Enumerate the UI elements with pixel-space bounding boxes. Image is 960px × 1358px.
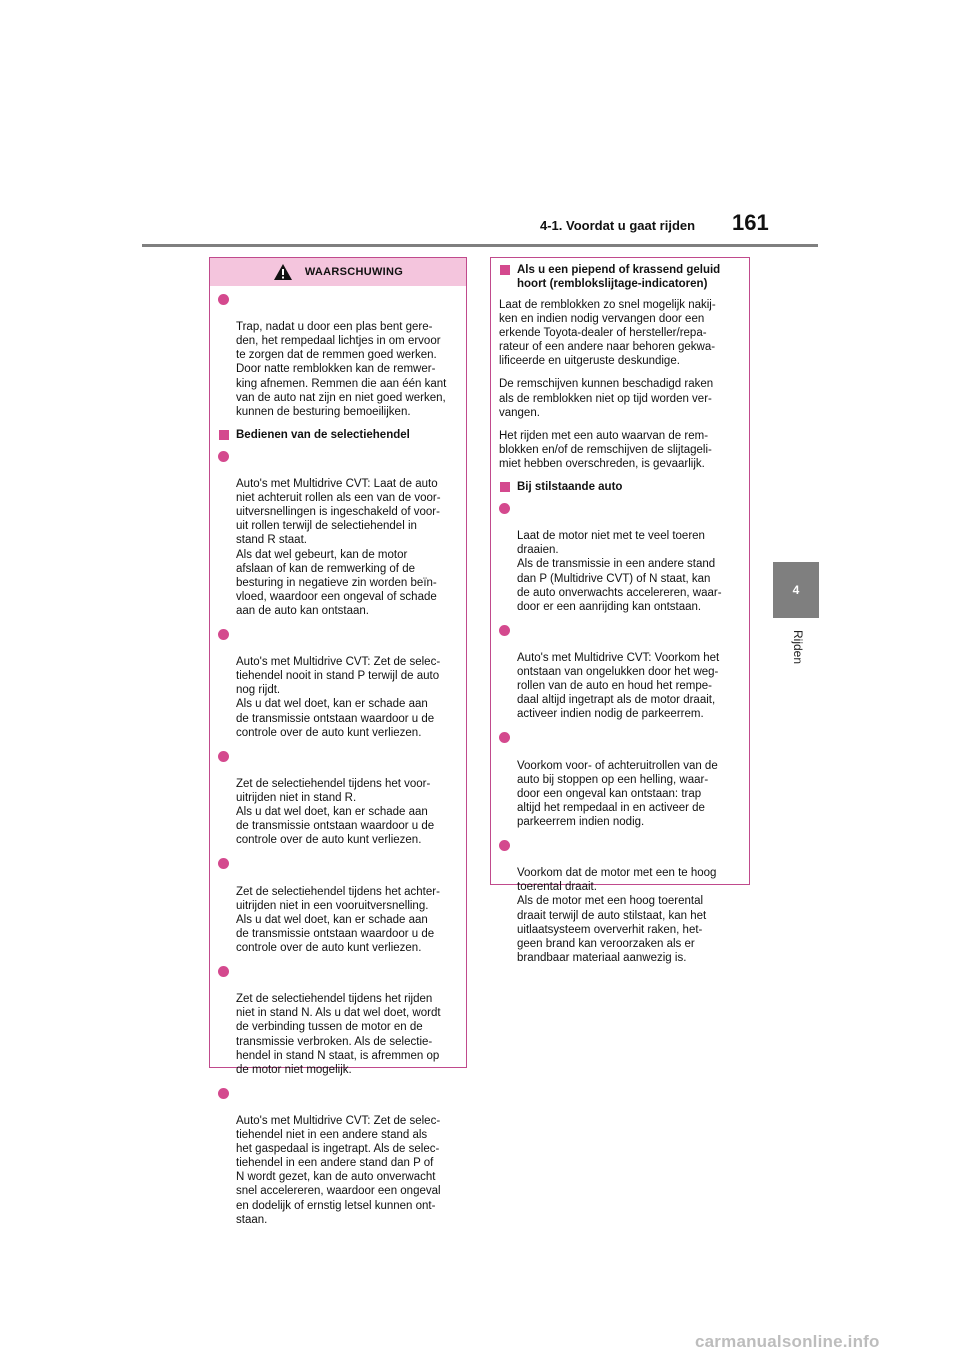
list-item — [218, 856, 458, 955]
list-item — [499, 623, 741, 722]
list-item — [218, 449, 458, 618]
square-bullet-icon — [219, 430, 229, 440]
list-item — [218, 292, 458, 419]
list-item-text: Auto's met Multidrive CVT: Voorkom het ontstaan van ongelukken door het weg- rollen van de auto en houd het rempe- daal altijd ingetrapt als de motor draait, activeer indien nodig de parkeerrem. — [517, 651, 720, 721]
list-item-text: Zet de selectiehendel tijdens het rijden niet in stand N. Als u dat wel doet, wordt de verbinding tussen de motor en de transmissie verbroken. Als de selectie- hendel in stand N staat, is afremmen op de motor niet mogelijk. — [236, 993, 441, 1076]
warning-triangle-icon — [273, 263, 293, 281]
section-heading — [499, 263, 741, 291]
section-heading-text: Bedienen van de selectiehendel — [236, 428, 410, 441]
bullet-icon — [218, 451, 229, 462]
list-item — [499, 838, 741, 965]
bullet-icon — [218, 1088, 229, 1099]
list-item — [218, 749, 458, 848]
list-item — [218, 1086, 458, 1227]
bullet-icon — [218, 966, 229, 977]
chapter-number: 4 — [792, 583, 800, 597]
list-item-text: Auto's met Multidrive CVT: Zet de selec- tiehendel niet in een andere stand als het gaspedaal is ingetrapt. Als de selec- tiehendel in een andere stand dan P of N wordt gezet, kan de auto onverwacht snel accelereren, waardoor een ongeval en dodelijk of ernstig letsel kunnen ont- staan. — [236, 1114, 441, 1226]
list-item-text: Laat de motor niet met te veel toeren draaien. Als de transmissie in een andere stand dan P (Multidrive CVT) of N staat, kan de auto onverwachts accelereren, waar- door er een aanrijding kan ontstaan. — [517, 530, 722, 613]
bullet-icon — [218, 294, 229, 305]
page-number: 161 — [732, 210, 769, 235]
bullet-icon — [499, 840, 510, 851]
section-title: 4-1. Voordat u gaat rijden — [540, 218, 696, 233]
section-heading — [218, 428, 458, 442]
square-bullet-icon — [500, 482, 510, 492]
list-item-text: Trap, nadat u door een plas bent gere- den, het rempedaal lichtjes in om ervoor te zorgen dat de remmen goed werken. Door natte remblokken kan de remwer- king afnemen. Remmen die aan één kant van de auto nat zijn en niet goed werken, kunnen de besturing bemoeilijken. — [236, 321, 447, 418]
list-item — [499, 730, 741, 829]
section-heading — [499, 480, 741, 494]
section-heading-text: Bij stilstaande auto — [517, 481, 623, 494]
section-heading-text: Als u een piepend of krassend geluid hoort (remblokslijtage-indicatoren) — [517, 264, 721, 290]
square-bullet-icon — [500, 265, 510, 275]
list-item-text: Zet de selectiehendel tijdens het achter- uitrijden niet in een vooruitversnelling. Als u dat wel doet, kan er schade aan de transmissie ontstaan waardoor u de controle over de auto kunt verliezen. — [236, 885, 440, 954]
watermark: carmanualsonline.info — [695, 1332, 880, 1351]
list-item-text: Auto's met Multidrive CVT: Zet de selec- tiehendel nooit in stand P terwijl de auto nog rijdt. Als u dat wel doet, kan er schade aan de transmissie ontstaan waardoor u de controle over de auto kunt verliezen. — [236, 656, 441, 739]
warning-box — [209, 257, 467, 1226]
bullet-icon — [499, 503, 510, 514]
chapter-tab[interactable] — [773, 562, 819, 618]
warning-title: WAARSCHUWING — [304, 266, 404, 278]
list-item — [218, 964, 458, 1077]
list-item-text: Voorkom dat de motor met een te hoog toerental draait. Als de motor met een hoog toerental draait terwijl de auto stilstaat, kan het uitlaatsysteem oververhit raken, het- geen brand kan veroorzaken als er brandbaar materiaal aanwezig is. — [517, 867, 717, 964]
list-item-text: Voorkom voor- of achteruitrollen van de auto bij stoppen op een helling, waar- door een ongeval kan ontstaan: trap altijd het rempedaal in en activeer de parkeerrem indien nodig. — [517, 759, 718, 828]
paragraph: De remschijven kunnen beschadigd raken als de remblokken niet op tijd worden ver- vangen. — [499, 378, 714, 419]
paragraph: Het rijden met een auto waarvan de rem- blokken en/of de remschijven de slijtageli- miet hebben overschreden, is gevaarlijk. — [499, 429, 712, 470]
list-item-text: Auto's met Multidrive CVT: Laat de auto niet achteruit rollen als een van de voor- uitversnellingen is ingeschakeld of voor- uit rollen terwijl de selectiehendel in stand R staat. Als dat wel gebeurt, kan de motor afslaan of kan de remwerking of de besturing in negatieve zin worden beïn- vloed, waardoor een ongeval of schade aan de auto kan ontstaan. — [236, 478, 441, 617]
header-divider — [142, 244, 818, 247]
bullet-icon — [499, 732, 510, 743]
bullet-icon — [218, 629, 229, 640]
bullet-icon — [218, 858, 229, 869]
bullet-icon — [218, 751, 229, 762]
bullet-icon — [499, 625, 510, 636]
list-item-text: Zet de selectiehendel tijdens het voor- uitrijden niet in stand R. Als u dat wel doet, kan er schade aan de transmissie ontstaan waardoor u de controle over de auto kunt verliezen. — [236, 777, 435, 847]
info-box — [490, 257, 750, 964]
list-item — [499, 501, 741, 614]
warning-header — [210, 258, 466, 286]
paragraph: Laat de remblokken zo snel mogelijk nakij- ken en indien nodig vervangen door een erkende Toyota-dealer of hersteller/repa- rateur of een andere naar behoren gekwa- lificeerde en uitgeruste deskundige. — [499, 299, 716, 368]
list-item — [218, 627, 458, 740]
chapter-label: Rijden — [791, 630, 805, 665]
